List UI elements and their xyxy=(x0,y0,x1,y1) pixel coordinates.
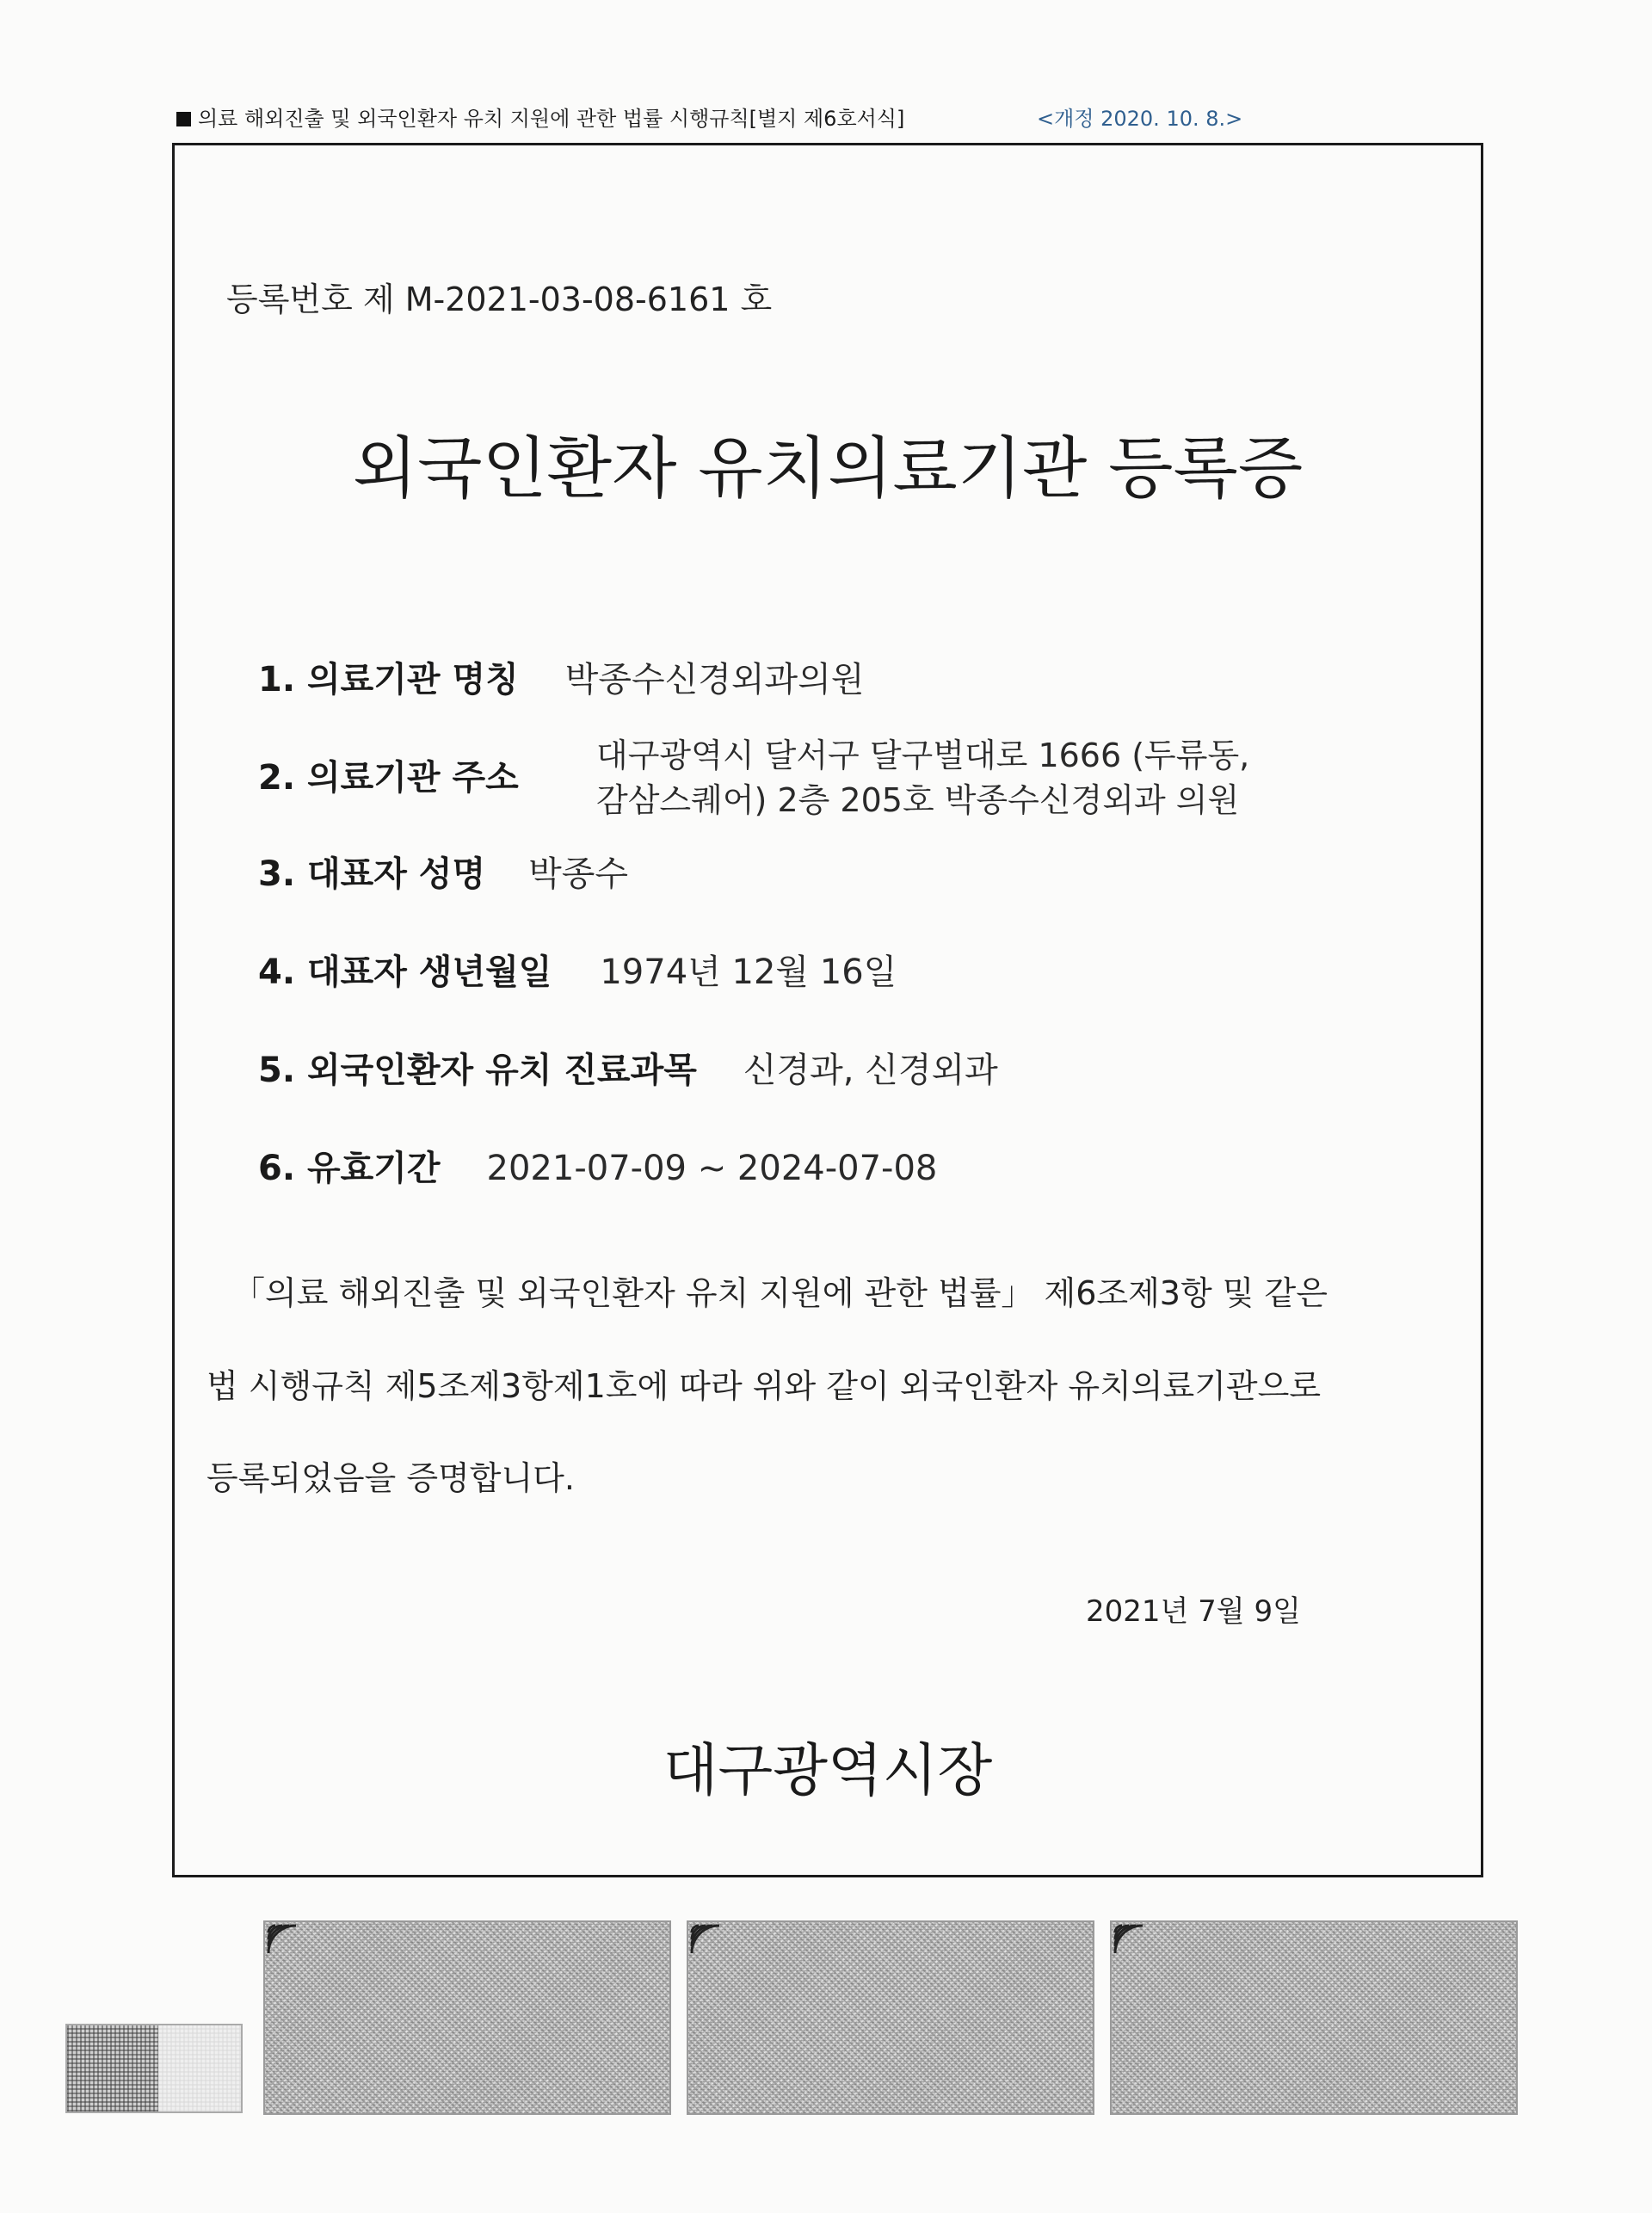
form-header xyxy=(176,102,1484,136)
corner-wave-icon xyxy=(267,1924,305,1962)
item-label: 1. 의료기관 명칭 xyxy=(258,660,519,700)
revision-note: <개정 2020. 10. 8.> xyxy=(1037,107,1243,131)
item-representative-birthdate xyxy=(258,950,897,995)
item-representative-name xyxy=(258,852,628,897)
item-label: 3. 대표자 성명 xyxy=(258,854,486,894)
item-validity-period xyxy=(258,1146,937,1191)
item-treatment-departments xyxy=(258,1048,998,1093)
certificate-title: 외국인환자 유치의료기관 등록증 xyxy=(352,430,1304,508)
address-line-1: 대구광역시 달서구 달구벌대로 1666 (두류동, xyxy=(596,737,1250,774)
statement-line: 「의료 해외진출 및 외국인환자 유치 지원에 관한 법률」 제6조제3항 및 같은 xyxy=(232,1274,1328,1312)
item-value: 박종수신경외과의원 xyxy=(564,660,865,700)
item-value: 박종수 xyxy=(528,854,629,894)
corner-wave-icon xyxy=(1113,1924,1151,1962)
security-pattern-1 xyxy=(263,1920,671,2115)
item-institution-address xyxy=(258,755,519,800)
item-label: 2. 의료기관 주소 xyxy=(258,758,519,798)
item-institution-name xyxy=(258,657,864,702)
security-pattern-2 xyxy=(687,1920,1094,2115)
item-value: 2021-07-09 ~ 2024-07-08 xyxy=(486,1149,938,1188)
security-pattern-3 xyxy=(1110,1920,1518,2115)
form-title: 의료 해외진출 및 외국인환자 유치 지원에 관한 법률 시행규칙[별지 제6호서식] xyxy=(198,107,905,131)
statement-line: 법 시행규칙 제5조제3항제1호에 따라 위와 같이 외국인환자 유치의료기관으로 xyxy=(206,1367,1322,1405)
statement-line: 등록되었음을 증명합니다. xyxy=(206,1459,575,1497)
document-verification-mark xyxy=(65,2024,243,2113)
address-line-2: 감삼스퀘어) 2층 205호 박종수신경외과 의원 xyxy=(596,781,1240,819)
black-square-icon xyxy=(176,112,191,126)
issuer-name: 대구광역시장 xyxy=(663,1737,993,1803)
corner-wave-icon xyxy=(690,1924,728,1962)
item-label: 6. 유효기간 xyxy=(258,1149,441,1188)
item-value: 1974년 12월 16일 xyxy=(600,952,897,992)
item-label: 4. 대표자 생년월일 xyxy=(258,952,552,992)
registration-number: 등록번호 제 M-2021-03-08-6161 호 xyxy=(226,280,773,318)
item-label: 5. 외국인환자 유치 진료과목 xyxy=(258,1051,697,1090)
issue-date: 2021년 7월 9일 xyxy=(1086,1594,1301,1629)
item-value: 신경과, 신경외과 xyxy=(743,1051,998,1090)
